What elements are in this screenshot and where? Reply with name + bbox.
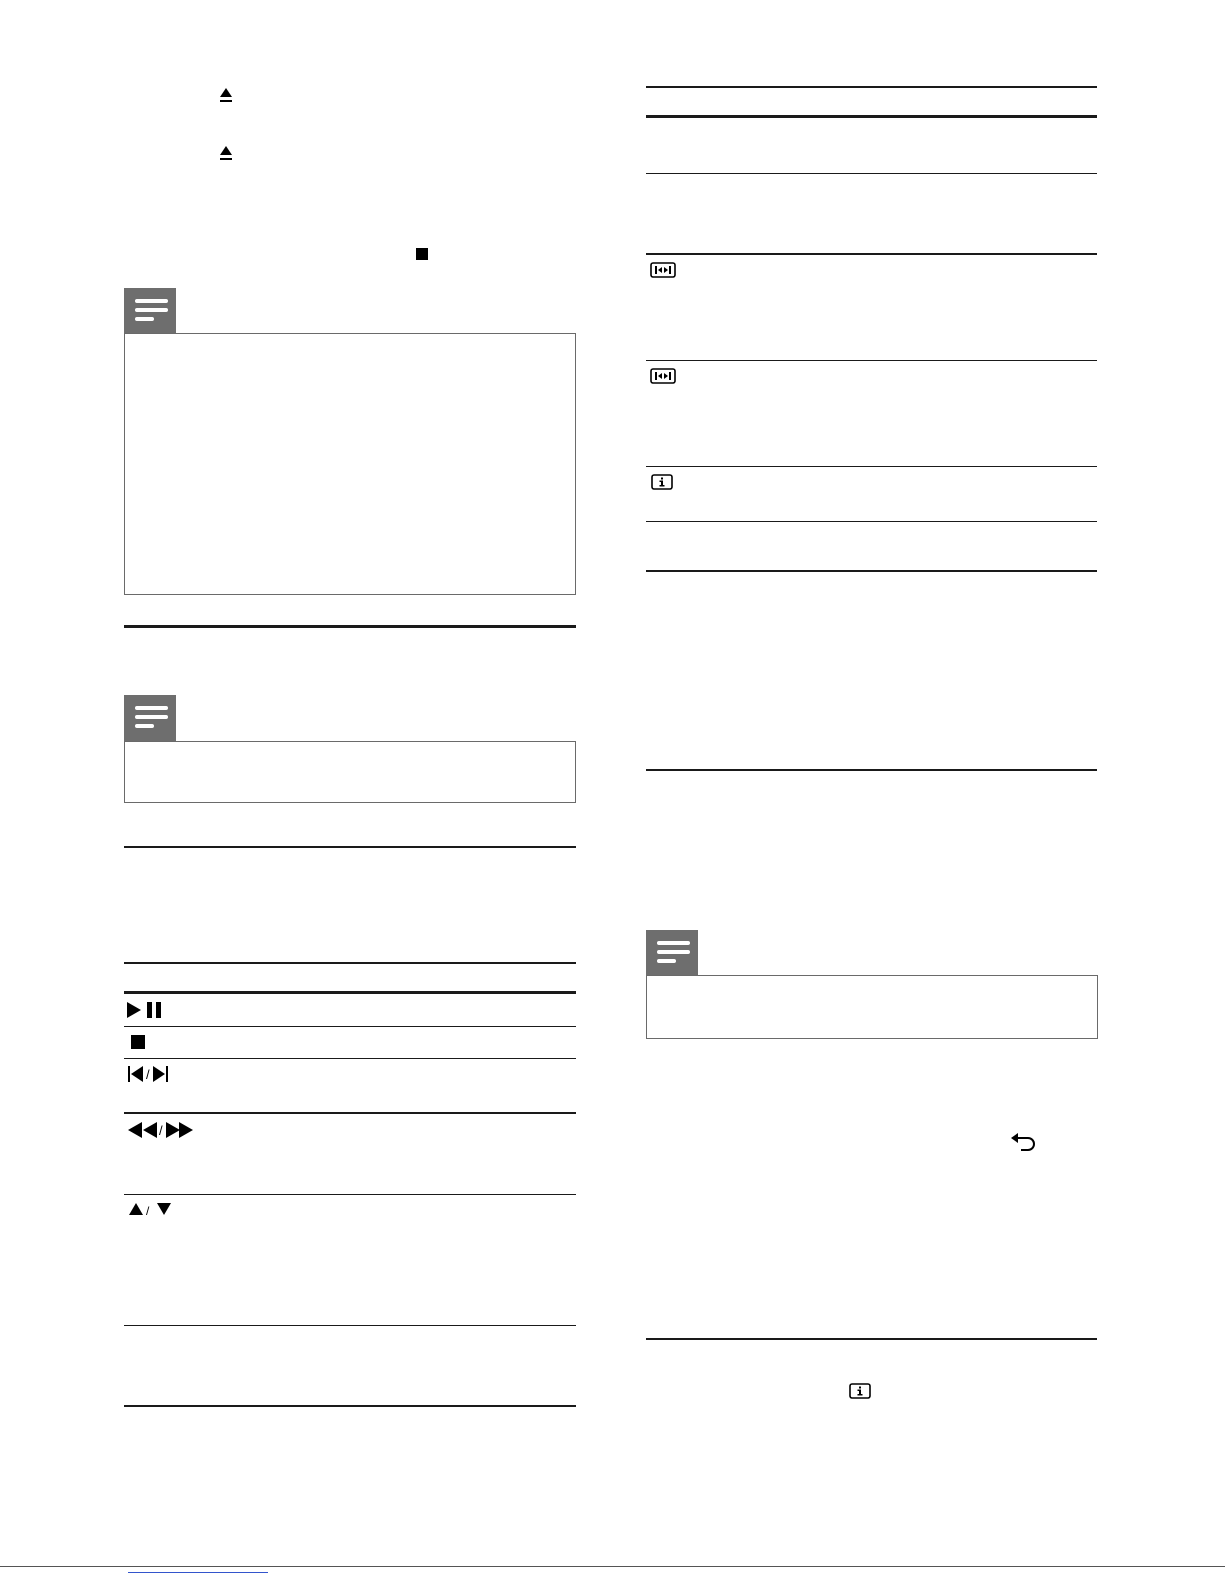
aspect-ratio-icon xyxy=(650,262,676,278)
note-box xyxy=(646,975,1098,1039)
back-arrow-icon xyxy=(1011,1133,1037,1151)
footer-link[interactable] xyxy=(128,1572,268,1573)
table-bottom-rule xyxy=(646,570,1097,572)
table-row-rule xyxy=(124,1194,576,1195)
table-row-rule xyxy=(646,521,1097,522)
table-row-rule xyxy=(646,360,1097,361)
table-row-rule xyxy=(646,253,1097,255)
stop-icon xyxy=(131,1035,145,1049)
svg-text:/: / xyxy=(146,1204,150,1218)
table-row-rule xyxy=(124,1112,576,1114)
table-row-rule xyxy=(646,466,1097,467)
note-box xyxy=(124,333,576,595)
info-icon xyxy=(849,1383,871,1399)
info-icon xyxy=(651,474,673,490)
table-row-rule xyxy=(124,1026,576,1027)
play-pause-icon xyxy=(127,1002,165,1018)
table-top-rule xyxy=(646,86,1097,88)
table-row-rule xyxy=(646,173,1097,174)
table-row-rule xyxy=(124,1325,576,1326)
rewind-fast-forward-icon xyxy=(128,1122,194,1138)
aspect-ratio-icon xyxy=(650,368,676,384)
eject-icon xyxy=(219,146,233,162)
note-icon xyxy=(124,288,176,334)
svg-text:/: / xyxy=(159,1123,163,1138)
table-header-rule xyxy=(124,991,576,994)
note-icon xyxy=(124,695,176,741)
note-icon xyxy=(646,930,698,976)
table-row-rule xyxy=(124,1058,576,1059)
section-divider xyxy=(646,769,1097,771)
eject-icon xyxy=(219,88,233,104)
previous-next-icon xyxy=(128,1066,168,1082)
table-top-rule xyxy=(124,962,576,964)
section-divider xyxy=(646,1338,1097,1340)
section-divider xyxy=(124,846,576,848)
table-header-rule xyxy=(646,115,1097,118)
page-bottom-rule xyxy=(0,1566,1225,1567)
stop-icon xyxy=(416,248,428,260)
svg-text:/: / xyxy=(146,1067,150,1082)
section-divider xyxy=(124,625,576,628)
up-down-arrow-icon xyxy=(129,1203,173,1217)
note-box xyxy=(124,741,576,803)
table-bottom-rule xyxy=(124,1405,576,1407)
